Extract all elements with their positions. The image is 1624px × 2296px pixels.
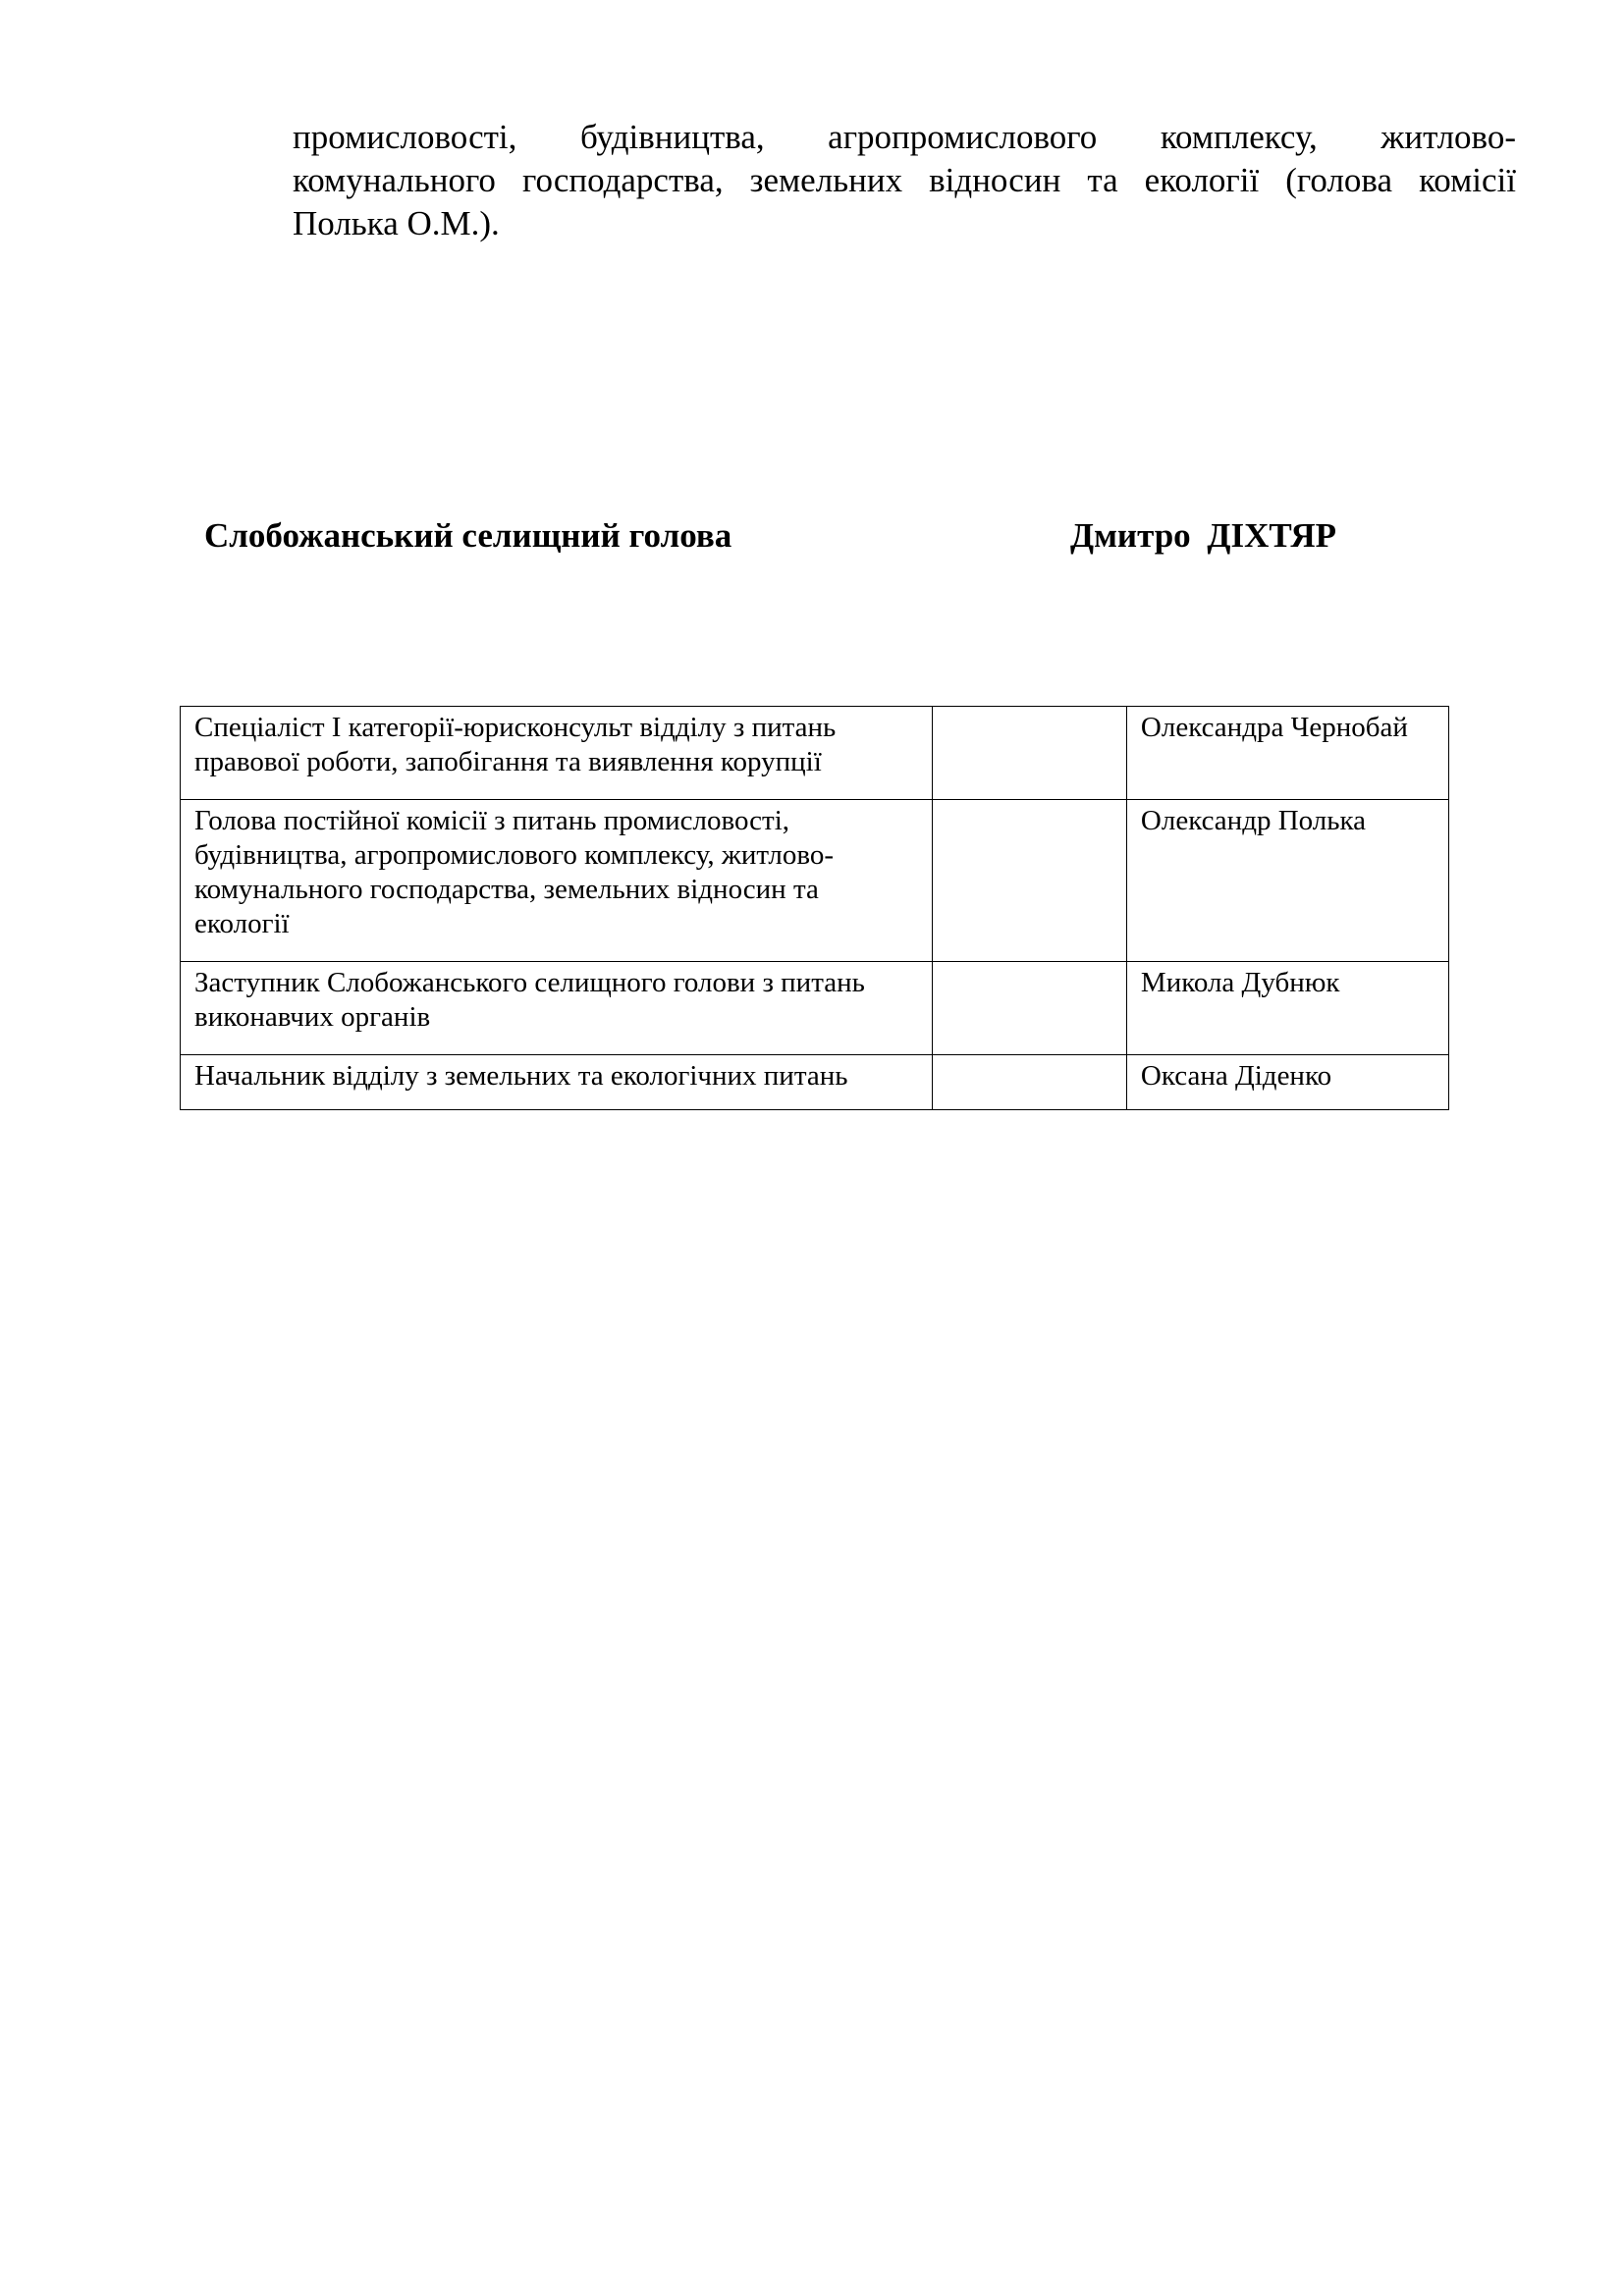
position-cell: Заступник Слобожанського селищного голови з питань виконавчих органів [181, 962, 933, 1055]
approval-table [180, 706, 1449, 1110]
signature-cell [932, 962, 1126, 1055]
name-cell: Олександра Чернобай [1126, 707, 1448, 800]
signature-cell [932, 1055, 1126, 1110]
position-cell: Начальник відділу з земельних та екологічних питань [181, 1055, 933, 1110]
signature-cell [932, 707, 1126, 800]
resolution-continuation-paragraph [293, 116, 1516, 245]
position-cell: Спеціаліст І категорії-юрисконсульт відділу з питань правової роботи, запобігання та виявлення корупції [181, 707, 933, 800]
table-row [181, 1055, 1449, 1110]
paragraph-line: Полька О.М.). [293, 204, 500, 242]
paragraph-line: комунального господарства, земельних відносин та екології (голова комісії [293, 161, 1516, 199]
table-row [181, 800, 1449, 962]
name-cell: Оксана Діденко [1126, 1055, 1448, 1110]
paragraph-line: промисловості, будівництва, агропромислового комплексу, житлово- [293, 118, 1516, 156]
position-cell: Голова постійної комісії з питань промисловості, будівництва, агропромислового комплексу, житлово-комунального господарства, земельних відносин та екології [181, 800, 933, 962]
signature-cell [932, 800, 1126, 962]
name-cell: Микола Дубнюк [1126, 962, 1448, 1055]
name-cell: Олександр Полька [1126, 800, 1448, 962]
table-row [181, 962, 1449, 1055]
signatory-name: Дмитро ДІХТЯР [1070, 516, 1337, 555]
table-row [181, 707, 1449, 800]
signatory-title: Слобожанський селищний голова [204, 516, 732, 555]
